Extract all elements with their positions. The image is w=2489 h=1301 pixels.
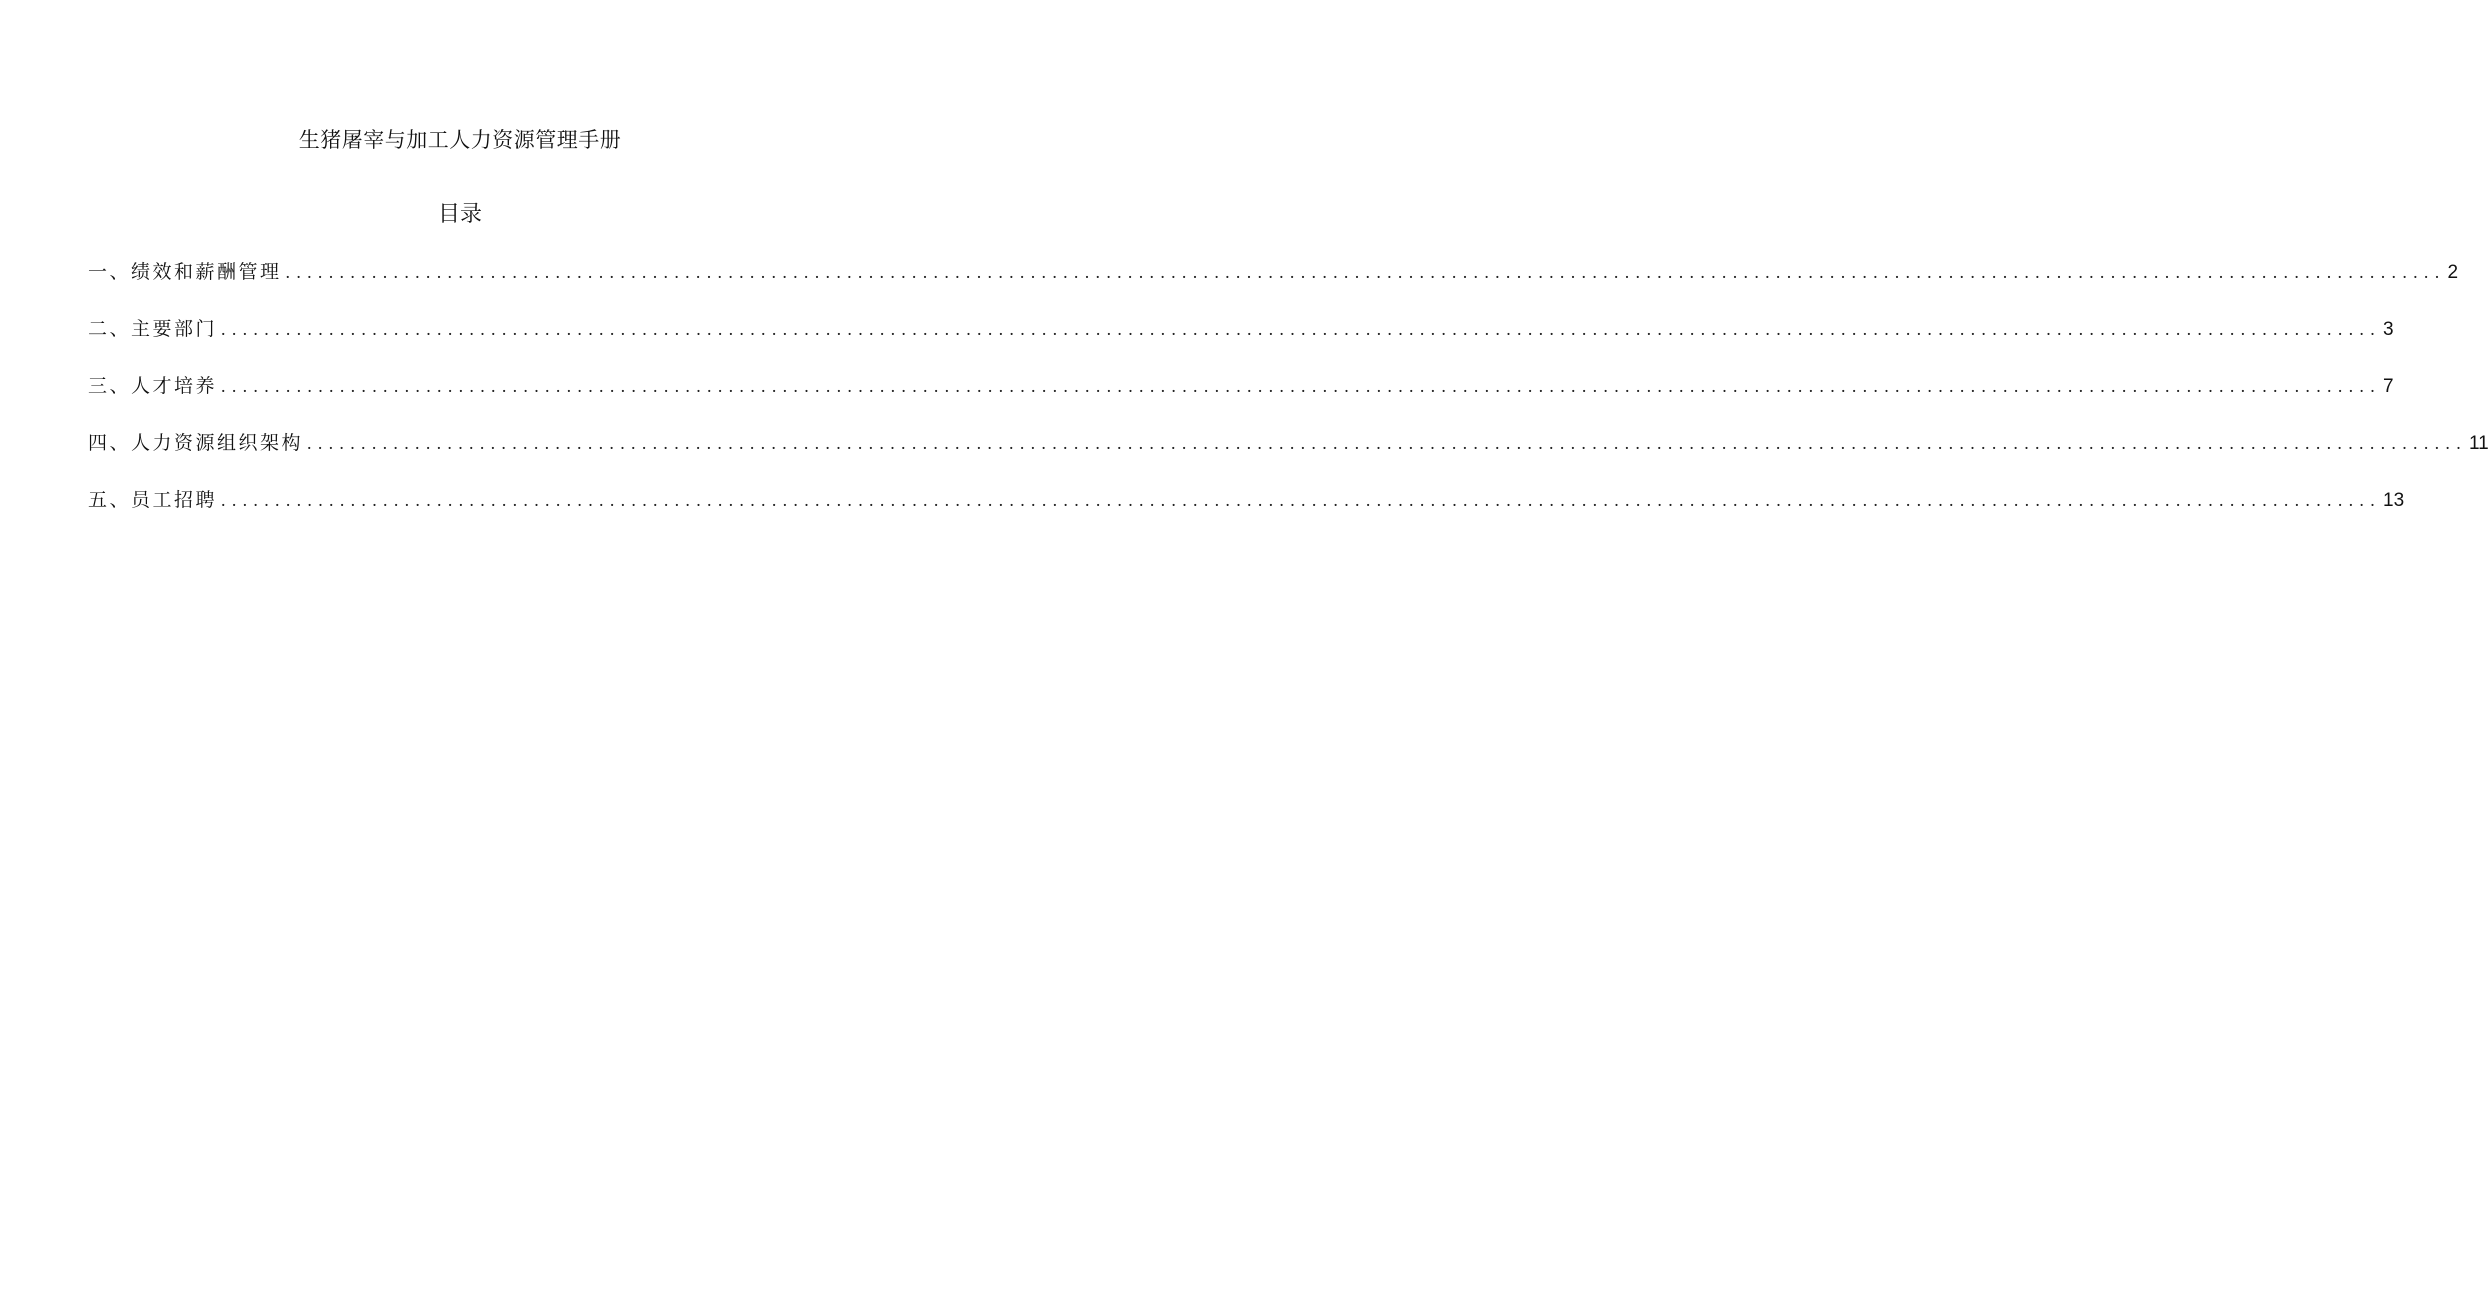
toc-entry-label: 四、人力资源组织架构 bbox=[88, 429, 307, 457]
toc-entry-page-number: 2 bbox=[2447, 262, 2459, 283]
toc-dot-leader: ........................................................................................................................................................................................................ bbox=[307, 433, 2468, 453]
toc-entry-label: 五、员工招聘 bbox=[88, 486, 221, 514]
toc-entry-performance-compensation[interactable] bbox=[88, 258, 2459, 315]
toc-entry-label: 三、人才培养 bbox=[88, 372, 221, 400]
toc-entry-hr-org-structure[interactable] bbox=[88, 429, 2489, 486]
toc-dot-leader: ........................................................................................................................................................................................................ bbox=[221, 490, 2382, 510]
toc-entry-recruitment[interactable] bbox=[88, 486, 2405, 543]
toc-dot-leader: ........................................................................................................................................................................................................ bbox=[285, 262, 2446, 282]
toc-dot-leader: ........................................................................................................................................................................................................ bbox=[221, 376, 2382, 396]
toc-entry-label: 一、绩效和薪酬管理 bbox=[88, 258, 286, 286]
toc-entry-page-number: 11 bbox=[2469, 433, 2489, 454]
toc-entry-label: 二、主要部门 bbox=[88, 315, 221, 343]
toc-entry-talent-development[interactable] bbox=[88, 372, 2394, 429]
toc-heading: 目录 bbox=[437, 202, 482, 227]
toc-entry-main-departments[interactable] bbox=[88, 315, 2394, 372]
toc-entry-page-number: 3 bbox=[2383, 319, 2394, 340]
toc-entry-page-number: 7 bbox=[2383, 376, 2394, 397]
document-title: 生猪屠宰与加工人力资源管理手册 bbox=[298, 128, 622, 152]
toc-entry-page-number: 13 bbox=[2383, 490, 2405, 511]
table-of-contents bbox=[88, 258, 2489, 543]
toc-dot-leader: ........................................................................................................................................................................................................ bbox=[221, 319, 2382, 339]
